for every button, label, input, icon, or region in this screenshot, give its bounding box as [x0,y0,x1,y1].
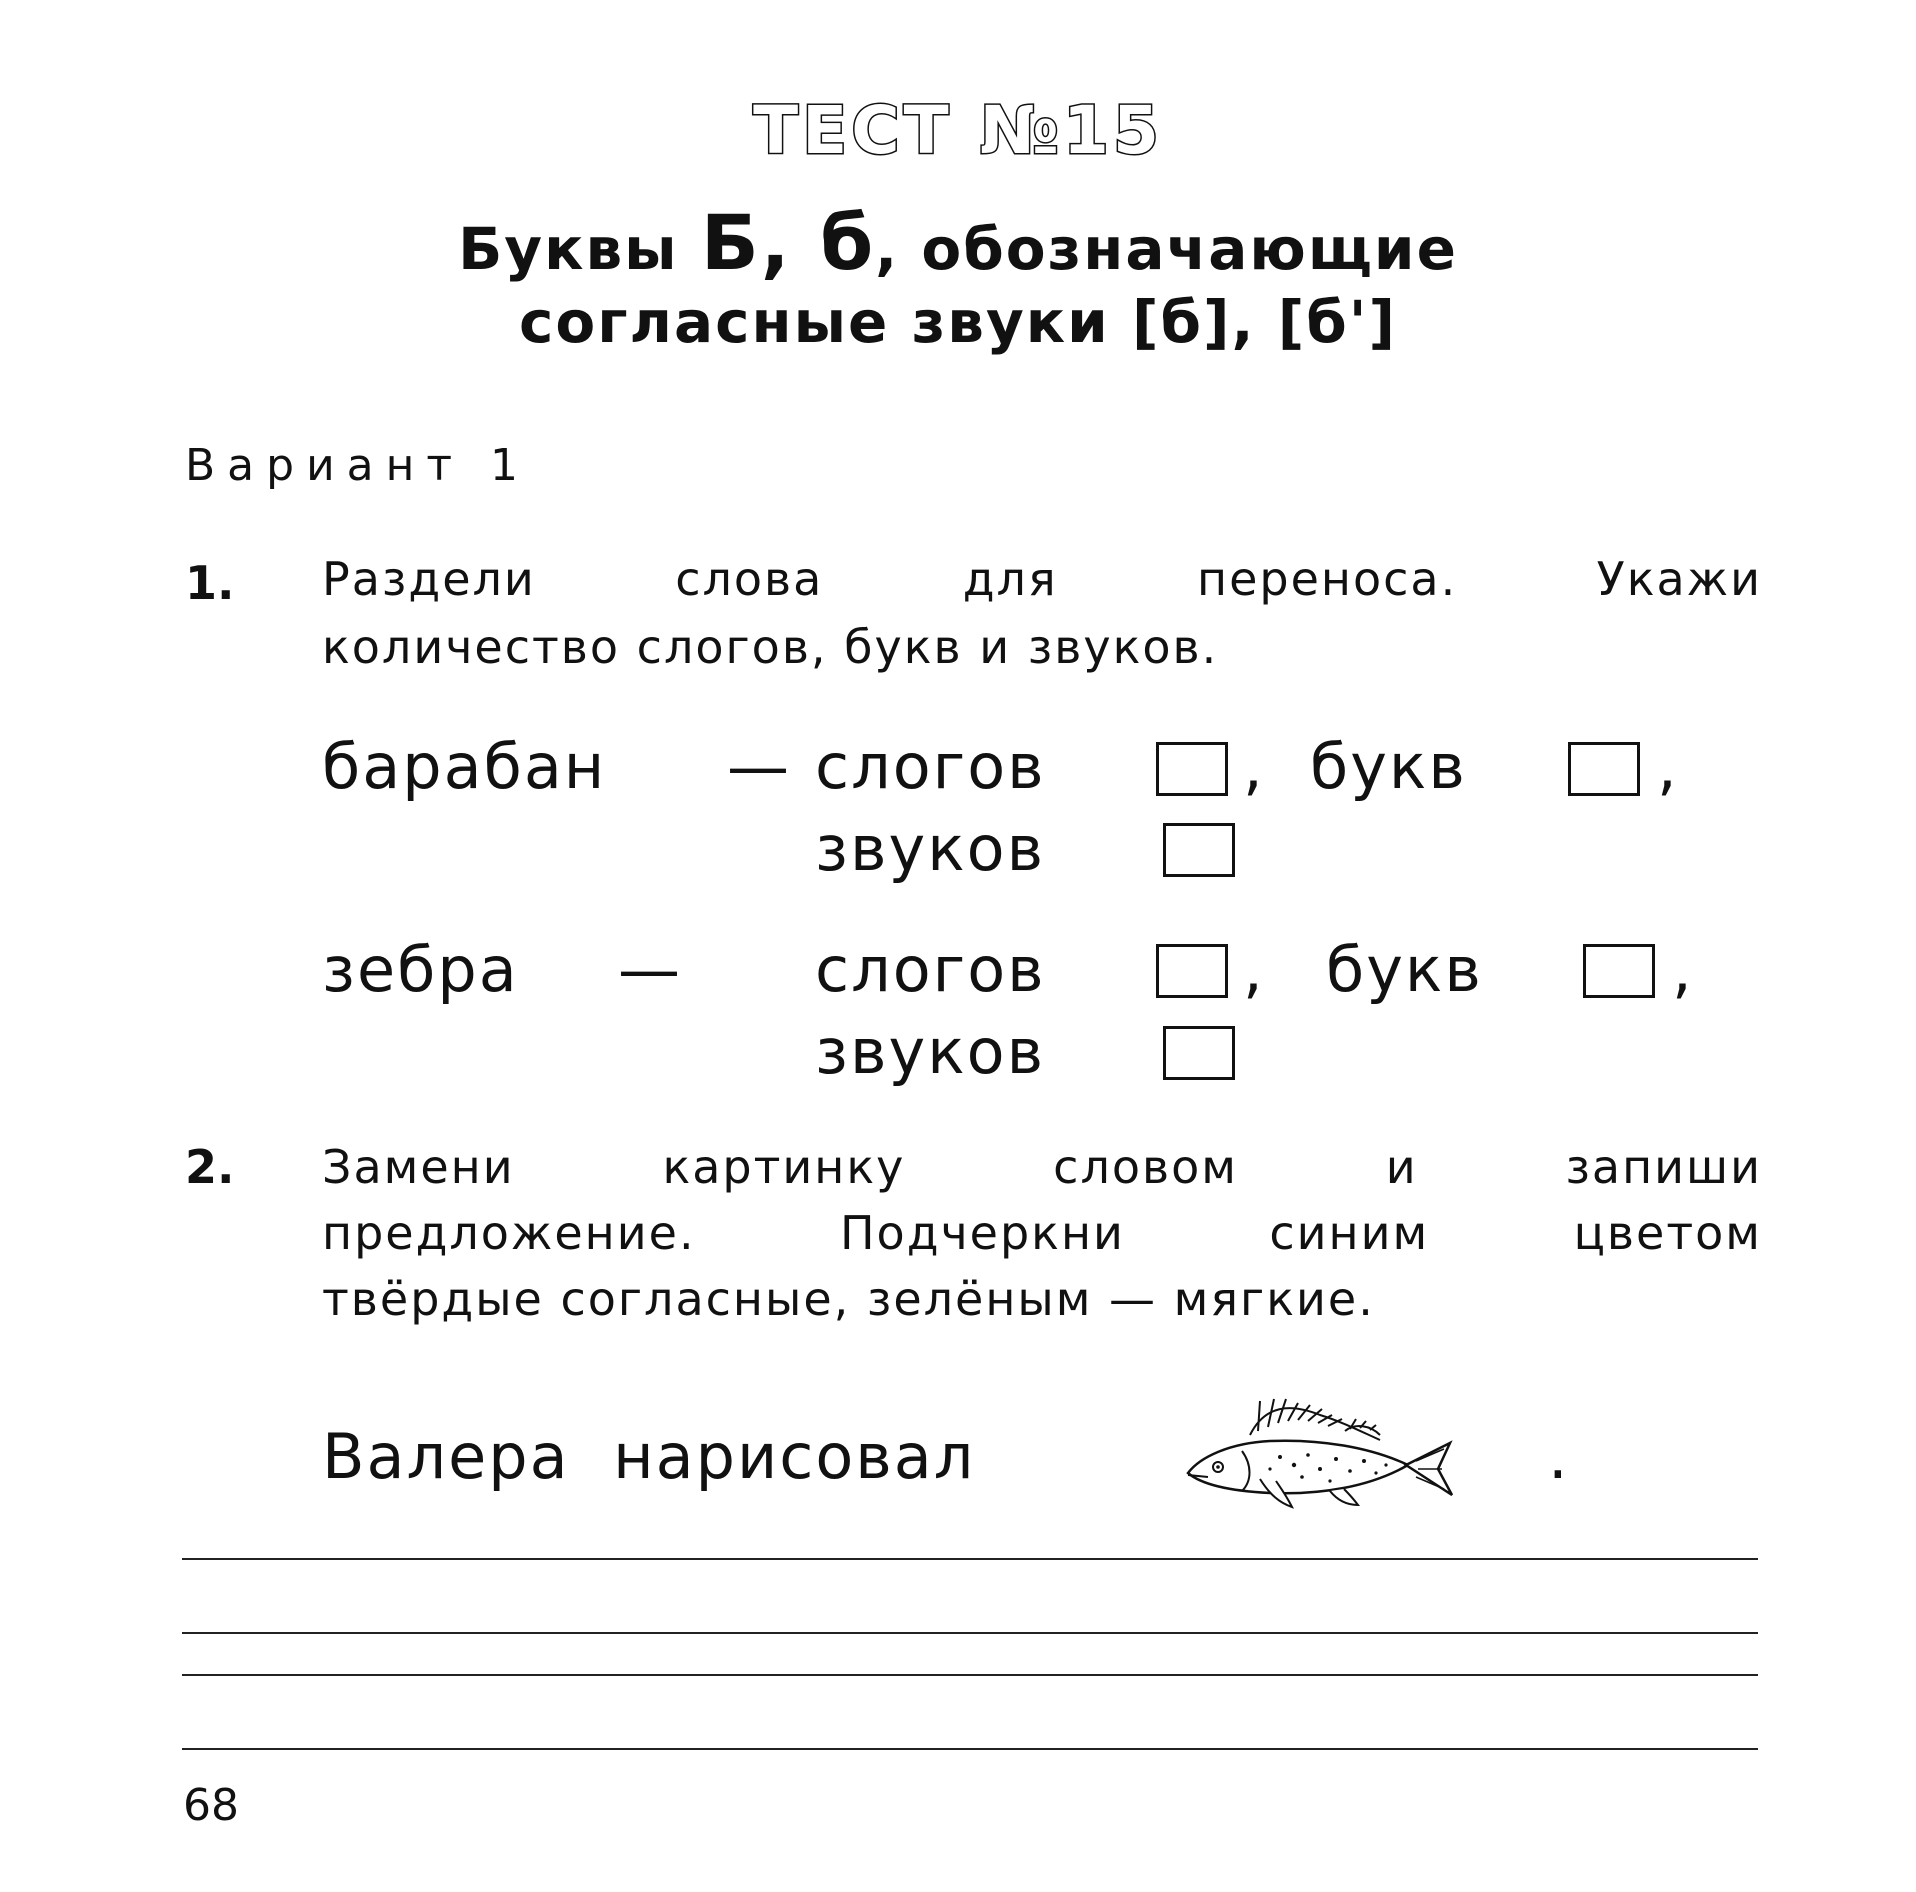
dash: — [727,730,791,803]
heading-pre: Буквы [458,215,701,283]
task2-word: цветом [1573,1206,1762,1260]
task1-word: переноса. [1197,552,1458,606]
letters-count-box[interactable] [1568,742,1640,796]
topic-heading-line2: согласные звуки [б], [б'] [518,288,1397,356]
task1-word: слова [675,552,824,606]
word-drum: барабан [322,730,607,803]
writing-line[interactable] [182,1558,1758,1560]
syllables-label: слогов [815,933,1046,1006]
task1-number: 1. [185,556,235,610]
writing-line[interactable] [182,1632,1758,1634]
sounds-label: звуков [815,812,1046,885]
page-number: 68 [183,1780,239,1831]
word-zebra: зебра [322,933,519,1006]
comma: , [1657,730,1677,803]
writing-line[interactable] [182,1674,1758,1676]
dash: — [618,933,682,1006]
task1-text-line1 [322,552,1762,606]
task2-word: картинку [662,1140,906,1194]
sounds-count-box[interactable] [1163,823,1235,877]
task2-text-line1 [322,1140,1762,1194]
task1-word: Раздели [322,552,536,606]
heading-letters: Б, б [700,198,876,287]
task2-word: предложение. [322,1206,696,1260]
sounds-count-box[interactable] [1163,1026,1235,1080]
sentence-text: Валера нарисовал [322,1420,976,1493]
task2-word: запиши [1565,1140,1763,1194]
sentence-period: . [1548,1420,1570,1493]
task2-word: и [1385,1140,1418,1194]
task2-text-line2 [322,1206,1762,1260]
task1-word: Укажи [1596,552,1762,606]
task2-word: синим [1269,1206,1430,1260]
letters-label: букв [1326,933,1483,1006]
comma: , [1672,933,1692,1006]
test-title: ТЕСТ №15 [753,92,1163,169]
task2-word: Замени [322,1140,515,1194]
task2-number: 2. [185,1140,235,1194]
task2-word: Подчеркни [839,1206,1125,1260]
syllables-count-box[interactable] [1156,944,1228,998]
writing-line[interactable] [182,1748,1758,1750]
heading-post: , обозначающие [875,215,1458,283]
letters-label: букв [1310,730,1467,803]
variant-label: Вариант 1 [185,440,531,491]
comma: , [1243,933,1263,1006]
task2-text-line3: твёрдые согласные, зелёным — мягкие. [322,1272,1375,1326]
task1-word: для [962,552,1058,606]
task1-text-line2: количество слогов, букв и звуков. [322,620,1219,674]
task2-word: словом [1053,1140,1238,1194]
comma: , [1243,730,1263,803]
sounds-label: звуков [815,1015,1046,1088]
letters-count-box[interactable] [1583,944,1655,998]
syllables-count-box[interactable] [1156,742,1228,796]
topic-heading-line1 [0,198,1916,287]
syllables-label: слогов [815,730,1046,803]
fish-icon [1180,1395,1460,1510]
